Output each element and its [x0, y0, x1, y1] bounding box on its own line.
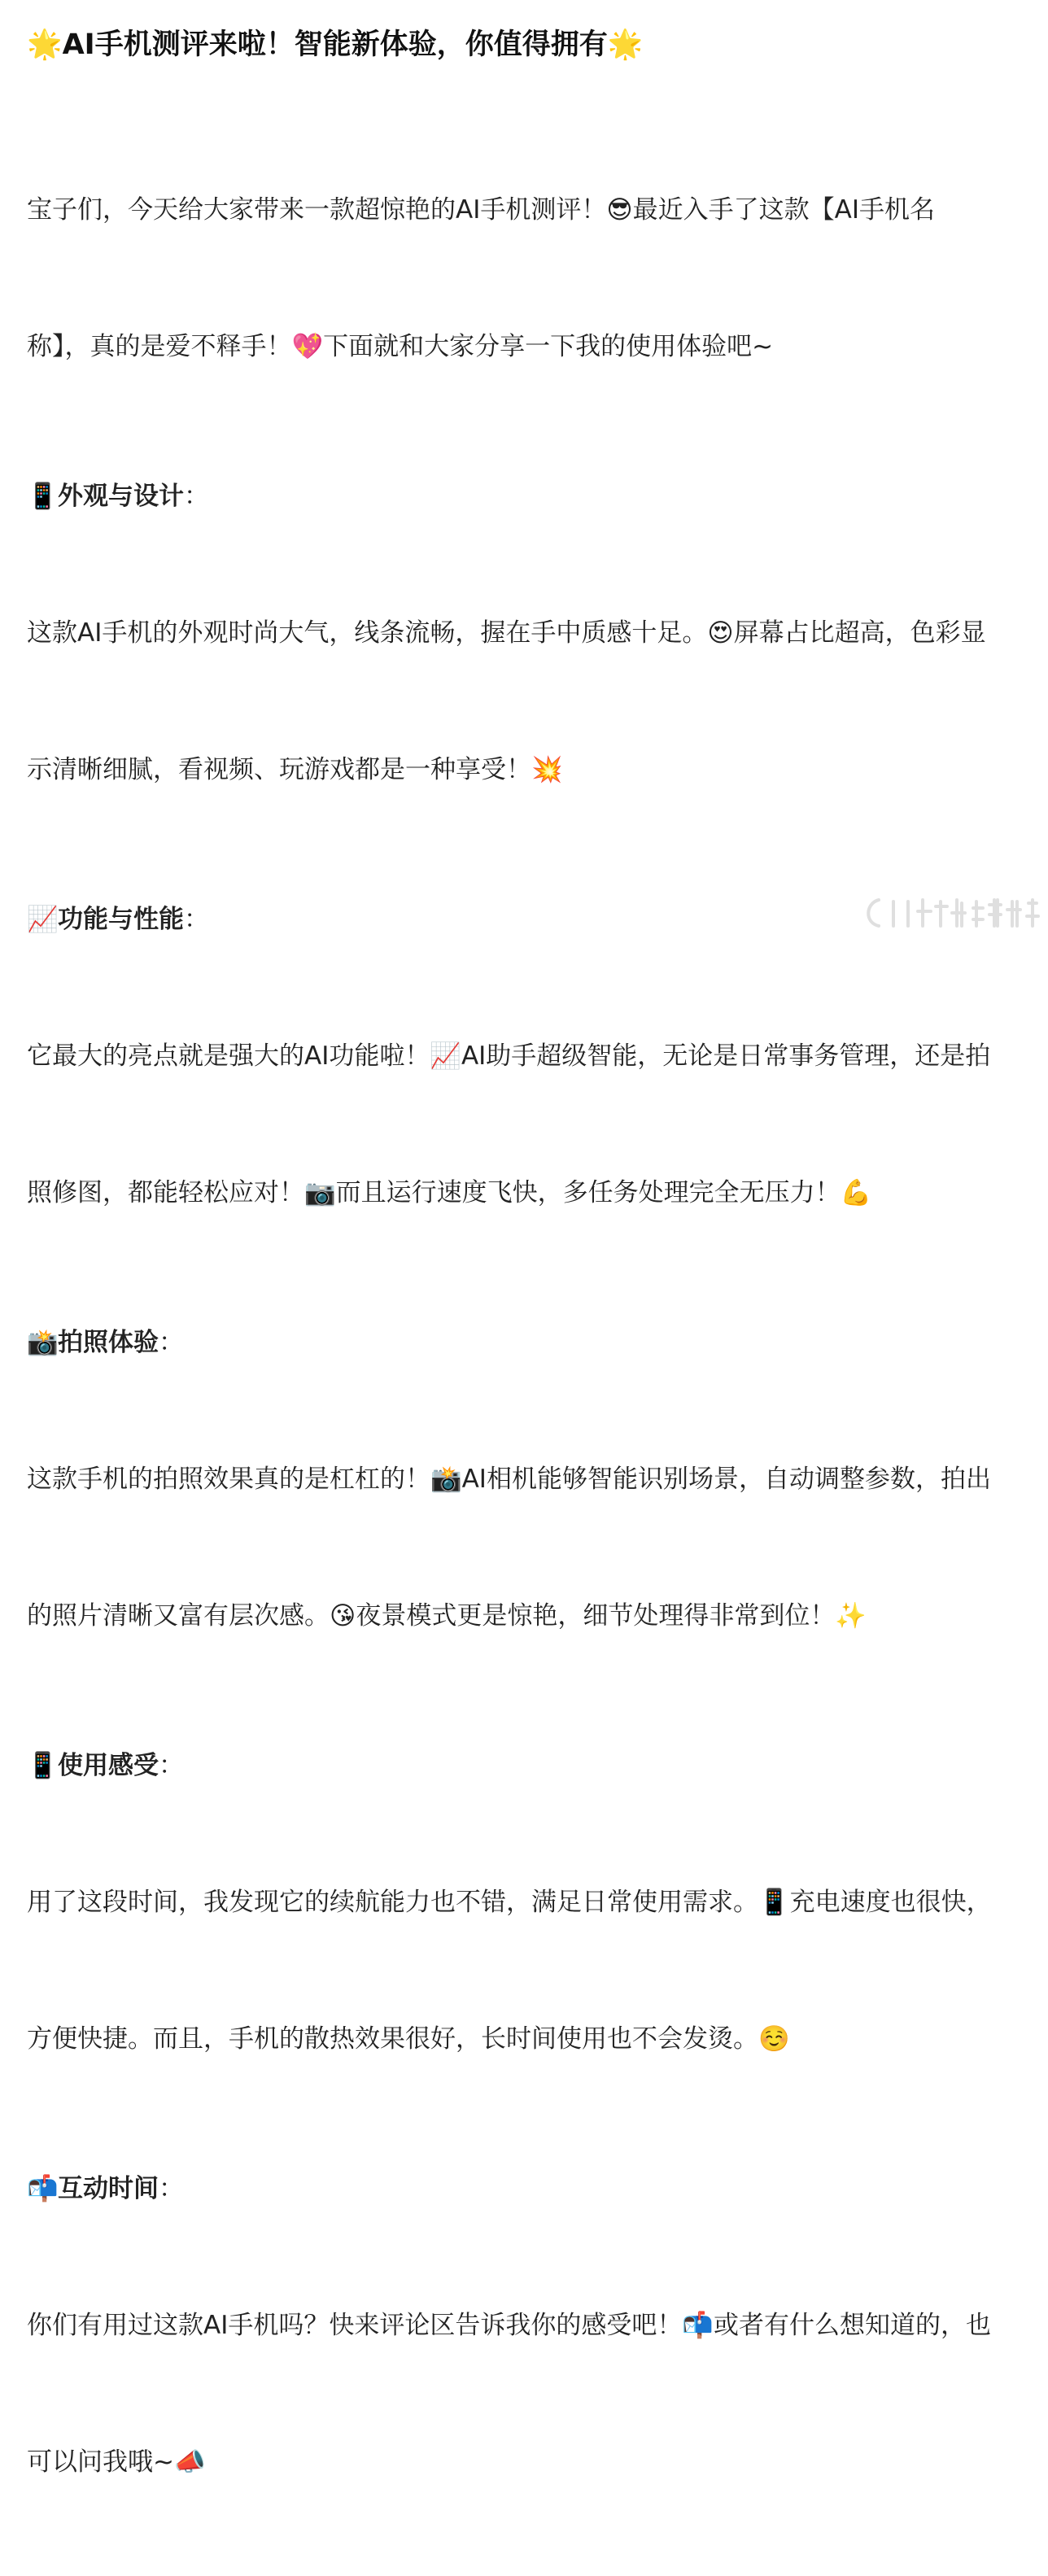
phone-icon: 📱: [27, 1751, 59, 1780]
watermark-logo: [861, 895, 1041, 931]
section-body: [27, 942, 1018, 1307]
section-body-line-2: 的照片清晰又富有层次感。😘夜景模式更是惊艳，细节处理得非常到位！✨: [27, 1601, 867, 1631]
section-heading-colon: ：: [159, 1328, 184, 1357]
intro-line-1: 宝子们，今天给大家带来一款超惊艳的AI手机测评！😎最近入手了这款【AI手机名: [27, 195, 936, 225]
intro-line-2: 称】，真的是爱不释手！💖下面就和大家分享一下我的使用体验吧~: [27, 332, 774, 361]
section-heading-text: 使用感受: [58, 1751, 159, 1780]
section-heading: [27, 474, 1018, 519]
section-body-line-2: 方便快捷。而且，手机的散热效果很好，长时间使用也不会发烫。☺️: [27, 2024, 790, 2054]
section-interaction: [27, 2166, 1018, 2576]
section-body-line-1: 它最大的亮点就是强大的AI功能啦！📈AI助手超级智能，无论是日常事务管理，还是拍: [27, 1041, 991, 1071]
section-heading-colon: ：: [159, 1751, 184, 1780]
section-heading-colon: ：: [184, 482, 209, 511]
phone-icon: 📱: [27, 482, 59, 511]
section-heading: [27, 1743, 1018, 1788]
section-heading-text: 功能与性能: [58, 905, 184, 934]
section-usage: [27, 1743, 1018, 2153]
section-heading-colon: ：: [184, 905, 209, 934]
article: [27, 24, 1018, 2576]
section-heading-text: 外观与设计: [58, 482, 184, 511]
section-performance: [27, 897, 1018, 1307]
section-body-line-1: 这款手机的拍照效果真的是杠杠的！📸AI相机能够智能识别场景，自动调整参数，拍出: [27, 1465, 991, 1494]
section-body: [27, 2211, 1018, 2576]
section-body: [27, 1788, 1018, 2153]
section-heading: [27, 1320, 1018, 1365]
section-body-line-1: 你们有用过这款AI手机吗？快来评论区告诉我你的感受吧！📬或者有什么想知道的，也: [27, 2311, 991, 2340]
section-body: [27, 519, 1018, 884]
section-body-line-2: 可以问我哦~📣: [27, 2447, 206, 2477]
chart-increasing-icon: 📈: [27, 905, 59, 934]
mailbox-icon: 📬: [27, 2174, 59, 2203]
section-body-line-2: 示清晰细腻，看视频、玩游戏都是一种享受！💥: [27, 755, 563, 784]
section-appearance: [27, 474, 1018, 884]
section-body: [27, 1365, 1018, 1730]
section-heading: [27, 2166, 1018, 2211]
camera-flash-icon: 📸: [27, 1328, 59, 1357]
section-body-line-1: 用了这段时间，我发现它的续航能力也不错，满足日常使用需求。📱充电速度也很快，: [27, 1888, 992, 1917]
section-heading-text: 互动时间: [58, 2174, 159, 2203]
section-body-line-2: 照修图，都能轻松应对！📷而且运行速度飞快，多任务处理完全无压力！💪: [27, 1178, 872, 1207]
intro-paragraph: [27, 96, 1018, 461]
section-body-line-1: 这款AI手机的外观时尚大气，线条流畅，握在手中质感十足。😍屏幕占比超高，色彩显: [27, 618, 986, 648]
section-heading-text: 拍照体验: [58, 1328, 159, 1357]
section-camera: [27, 1320, 1018, 1730]
section-heading-colon: ：: [159, 2174, 184, 2203]
article-title: 🌟AI手机测评来啦！智能新体验，你值得拥有🌟: [27, 28, 644, 61]
